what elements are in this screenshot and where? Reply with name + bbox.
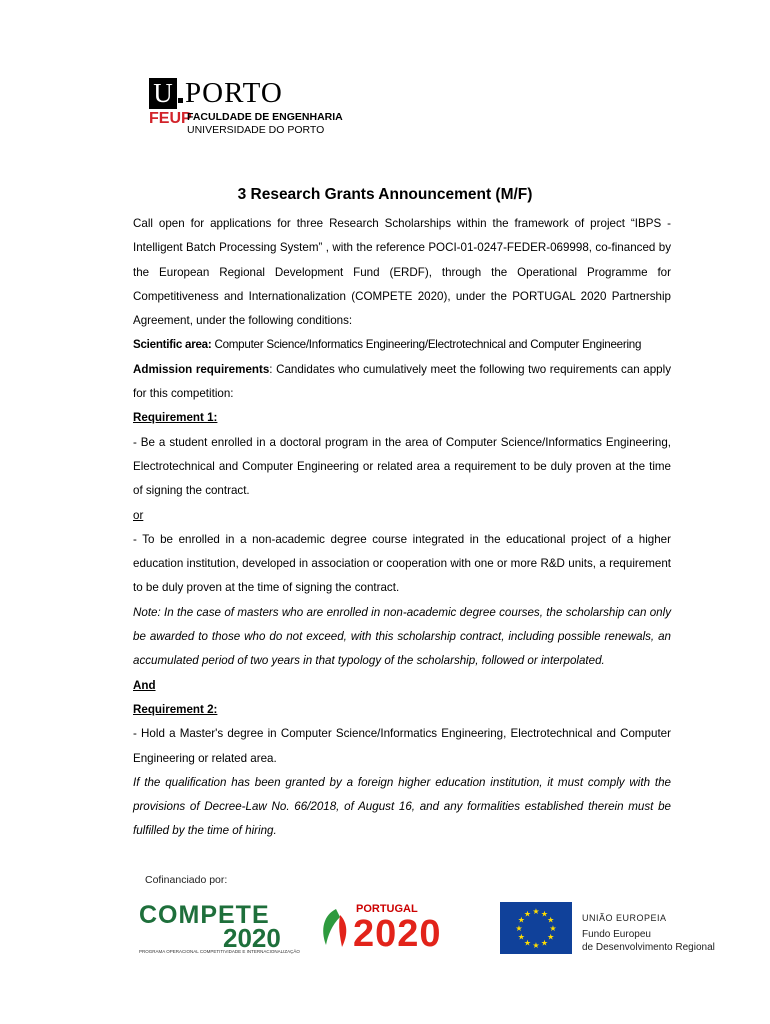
eu-star-icon: ★ [547,915,555,925]
cofinanced-label: Cofinanciado por: [145,874,228,886]
eu-star-icon: ★ [517,915,525,925]
compete-year: 2020 [223,923,281,953]
and-separator: And [133,678,156,692]
eu-star-icon: ★ [540,938,549,948]
eu-fund-text [582,912,715,954]
portugal-2020-logo [318,899,468,955]
eu-star-icon: ★ [547,932,555,942]
eu-star-icon: ★ [540,909,549,919]
eu-fund-line-2: de Desenvolvimento Regional [582,942,715,953]
admission-label: Admission requirements [133,362,270,376]
eu-stars-icon [500,902,572,954]
masters-note: Note: In the case of masters who are enrolled in non-academic degree courses, the scholarship can only be awarded to those who do not exceed, with this scholarship contract, including possible renewals, an accumulated period of two years in that typology of the scholarship, followed or interpolated. [133,605,671,668]
admission-value: : Candidates who cumulatively meet the following two requirements can apply for this competition: [133,362,671,401]
eu-star-icon: ★ [532,907,540,916]
scientific-area [133,333,671,357]
scientific-area-value: Computer Science/Informatics Engineering/Electrotechnical and Computer Engineering [211,338,642,352]
announcement-body [133,212,671,844]
portugal-leaf-icon [318,905,352,951]
eu-star-icon: ★ [523,909,532,919]
eu-star-icon: ★ [532,941,540,950]
university-name: UNIVERSIDADE DO PORTO [187,124,325,136]
portugal-year: 2020 [353,913,442,955]
faculty-name: FACULDADE DE ENGENHARIA [187,111,343,123]
u-logo-box: U [149,78,177,109]
compete-word: COMPETE [139,901,270,929]
eu-union-label: UNIÃO EUROPEIA [582,913,667,923]
eu-star-icon: ★ [523,938,532,948]
compete-subtitle: PROGRAMA OPERACIONAL COMPETITIVIDADE E INTERNACIONALIZAÇÃO [139,949,300,954]
admission-requirements [133,358,671,407]
qualification-note: If the qualification has been granted by a foreign higher education institution, it must comply with the provisions of Decree-Law No. 66/2018, of August 16, and any formalities established therein must be fulfilled by the time of hiring. [133,775,671,838]
compete-2020-logo [139,901,300,957]
eu-star-icon: ★ [549,924,557,933]
requirement-1-heading: Requirement 1: [133,411,218,425]
scientific-area-label: Scientific area: [133,338,212,352]
intro-paragraph: Call open for applications for three Research Scholarships within the framework of project “IBPS - Intelligent Batch Processing System” , with the reference POCI-01-0247-FEDER-069998, co-financed by the European Regional Development Fund (ERDF), through the Operational Programme for Competitiveness and Internationalization (COMPETE 2020), under the PORTUGAL 2020 Partnership Agreement, under the following conditions: [133,217,671,328]
uporto-feup-logo [149,74,343,144]
u-logo-dot [178,98,183,103]
requirement-1-text: - Be a student enrolled in a doctoral program in the area of Computer Science/Informatics Engineering, Electrotechnical and Computer Engineering or related area a requirement to be duly proven at the time of signing the contract. [133,435,671,498]
eu-star-icon: ★ [517,932,525,942]
porto-wordmark: PORTO [185,77,283,109]
eu-star-icon: ★ [515,924,523,933]
requirement-2-text: - Hold a Master's degree in Computer Science/Informatics Engineering, Electrotechnical and Computer Engineering or related area. [133,727,671,765]
eu-flag [500,902,572,954]
requirement-2-heading: Requirement 2: [133,702,218,716]
portugal-word: PORTUGAL [356,903,418,915]
or-separator: or [133,508,144,522]
requirement-1-alternative: - To be enrolled in a non-academic degree course integrated in the educational project of a higher education institution, developed in association or cooperation with one or more R&D units, a requirement to be duly proven at the time of signing the contract. [133,532,671,595]
feup-wordmark: FEUP [149,110,192,127]
page-title: 3 Research Grants Announcement (M/F) [237,186,533,203]
eu-fund-line-1: Fundo Europeu [582,929,651,940]
